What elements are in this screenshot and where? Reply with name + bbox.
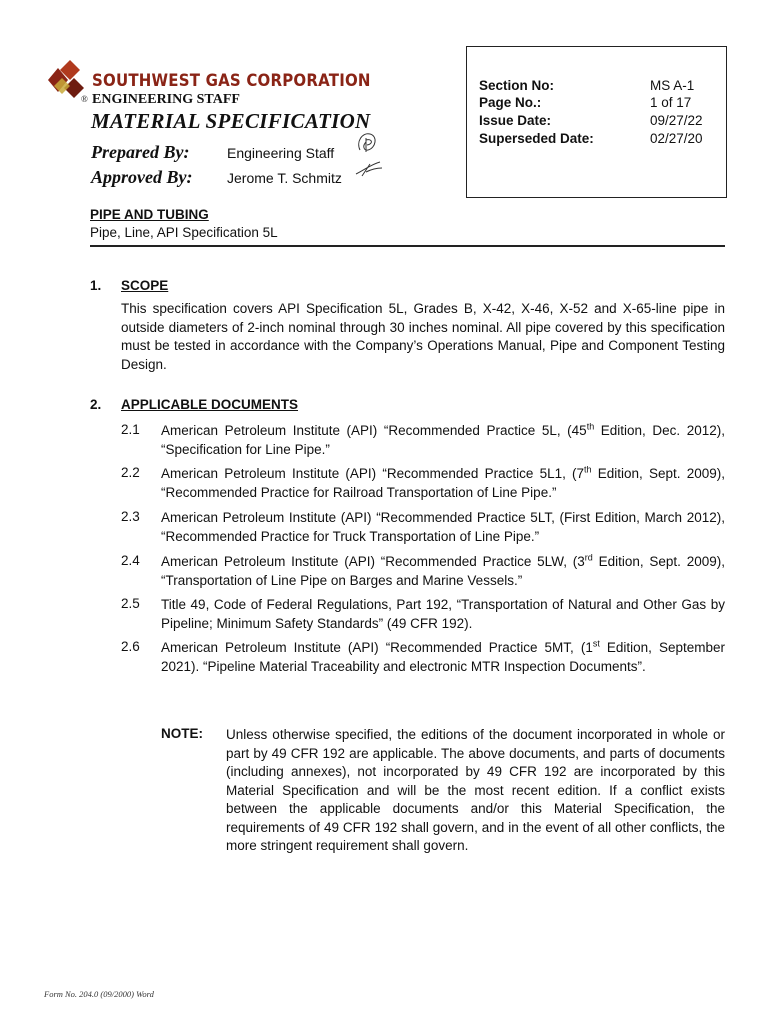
prepared-by-label: Prepared By: <box>91 142 190 162</box>
approved-by-label: Approved By: <box>91 167 193 187</box>
document-title: PIPE AND TUBING <box>90 207 209 222</box>
doc-item-number: 2.5 <box>121 596 140 611</box>
applicable-docs-number: 2. <box>90 397 102 412</box>
title-divider <box>90 245 725 247</box>
section-no-label: Section No: <box>479 78 555 93</box>
note-text: Unless otherwise specified, the editions of the document incorporated in whole or part by 49 CFR 192 are applicable. The above documents, and parts of documents (including annexes), not incorporated by 49 CFR 192 are incorporated by this Material Specification and will be the most recent edition. If a conflict exists between the applicable documents and/or this Material Specification, the requirements of 49 CFR 192 shall govern, and in the event of all other conflicts, the more stringent requirement shall govern. <box>226 727 725 853</box>
superseded-date-label: Superseded Date: <box>479 131 594 146</box>
applicable-docs-heading: APPLICABLE DOCUMENTS <box>121 397 299 412</box>
page-no-label: Page No.: <box>479 95 542 110</box>
doc-item-number: 2.6 <box>121 639 140 654</box>
doc-item-number: 2.1 <box>121 422 140 437</box>
company-name: SOUTHWEST GAS CORPORATION <box>92 70 371 91</box>
note-label: NOTE: <box>161 726 203 741</box>
issue-date-value: 09/27/22 <box>650 113 703 128</box>
doc-item-number: 2.4 <box>121 553 140 568</box>
section-info-box <box>466 46 727 198</box>
registered-mark: ® <box>81 94 88 104</box>
doc-item-text: American Petroleum Institute (API) “Recommended Practice 5L1, (7th Edition, Sept. 2009), “Recommended Practice for Railroad Transportation of Line Pipe.” <box>161 464 725 500</box>
scope-number: 1. <box>90 278 102 293</box>
doc-item-text: American Petroleum Institute (API) “Recommended Practice 5MT, (1st Edition, September 2021). “Pipeline Material Traceability and electronic MTR Inspection Documents”. <box>161 638 725 674</box>
doc-item-text: American Petroleum Institute (API) “Recommended Practice 5L, (45th Edition, Dec. 2012), “Specification for Line Pipe.” <box>161 421 725 457</box>
form-number-footer: Form No. 204.0 (09/2000) Word <box>44 989 154 999</box>
department: ENGINEERING STAFF <box>92 92 240 107</box>
scope-heading: SCOPE <box>121 278 169 293</box>
document-subtitle: Pipe, Line, API Specification 5L <box>90 225 278 240</box>
approved-by-value: Jerome T. Schmitz <box>227 170 342 186</box>
issue-date-label: Issue Date: <box>479 113 552 128</box>
approver-initials-signature <box>354 158 384 182</box>
doc-item-text: American Petroleum Institute (API) “Recommended Practice 5LT, (First Edition, March 2012), “Recommended Practice for Truck Transportation of Line Pipe.” <box>161 510 725 544</box>
section-no-value: MS A-1 <box>650 78 695 93</box>
prepared-by-value: Engineering Staff <box>227 145 335 161</box>
doc-item-number: 2.3 <box>121 509 140 524</box>
document-type: MATERIAL SPECIFICATION <box>91 109 371 133</box>
superseded-date-value: 02/27/20 <box>650 131 703 146</box>
doc-item-text: American Petroleum Institute (API) “Recommended Practice 5LW, (3rd Edition, Sept. 2009), “Transportation of Line Pipe on Barges and Marine Vessels.” <box>161 552 725 588</box>
preparer-initials-signature <box>352 128 382 158</box>
page-no-value: 1 of 17 <box>650 95 692 110</box>
doc-item-text: Title 49, Code of Federal Regulations, Part 192, “Transportation of Natural and Other Gas by Pipeline; Minimum Safety Standards” (49 CFR 192). <box>161 597 725 631</box>
doc-item-number: 2.2 <box>121 465 140 480</box>
scope-text: This specification covers API Specification 5L, Grades B, X-42, X-46, X-52 and X-65-line pipe in outside diameters of 2-inch nominal through 30 inches nominal. All pipe covered by this specification must be tested in accordance with the Company’s Operations Manual, Pipe and Component Testing Design. <box>121 301 725 372</box>
